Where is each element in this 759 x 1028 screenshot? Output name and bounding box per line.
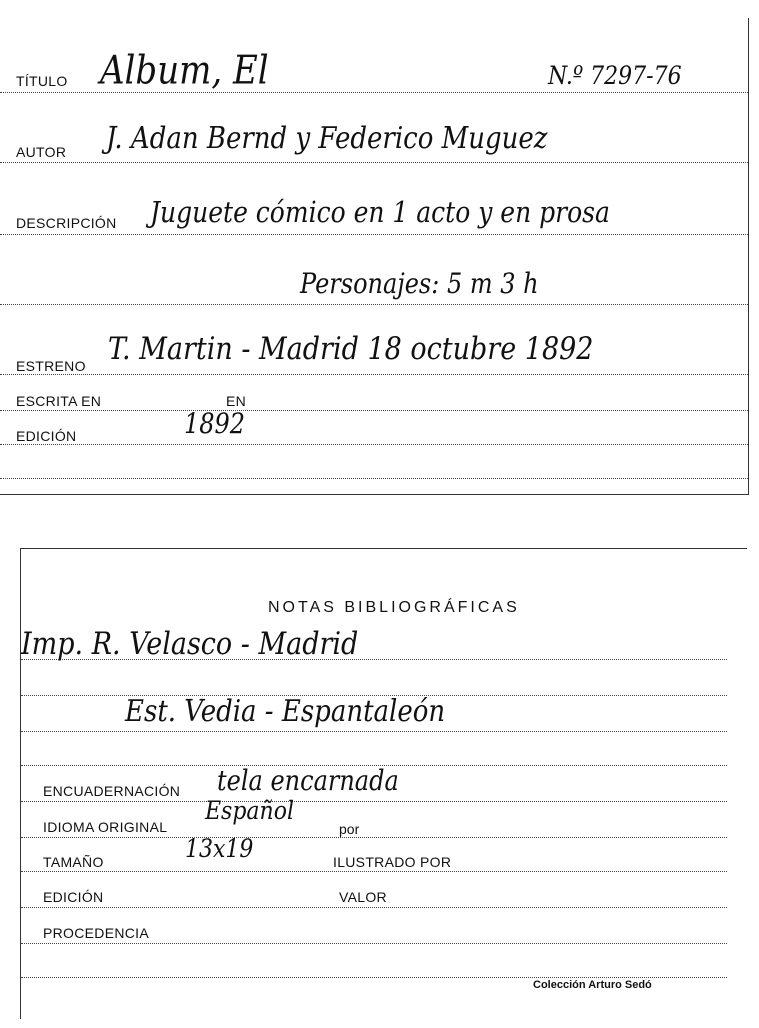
rule-line [0, 444, 748, 445]
value-titulo: Album, El [100, 48, 269, 94]
label-titulo: TÍTULO [16, 73, 68, 89]
catalog-card-bottom [20, 548, 747, 1019]
rule-line [21, 801, 727, 802]
catalog-card-top [0, 18, 749, 495]
value-autor: J. Adan Bernd y Federico Muguez [106, 121, 548, 156]
label-edicion: EDICIÓN [16, 428, 77, 444]
value-encuadernacion: tela encarnada [217, 764, 399, 797]
rule-line [21, 731, 727, 732]
label-encuadernacion: ENCUADERNACIÓN [43, 783, 181, 799]
label-edicion-2: EDICIÓN [43, 889, 104, 905]
value-personajes: Personajes: 5 m 3 h [300, 267, 539, 300]
label-descripcion: DESCRIPCIÓN [16, 215, 117, 231]
rule-line [21, 871, 727, 872]
label-valor: VALOR [339, 889, 387, 905]
label-por: por [339, 821, 360, 837]
note-line-2: Est. Vedia - Espantaleón [125, 694, 446, 729]
rule-line [0, 234, 748, 235]
label-idioma-original: IDIOMA ORIGINAL [43, 819, 168, 835]
value-descripcion: Juguete cómico en 1 acto y en prosa [150, 195, 610, 229]
value-edicion: 1892 [184, 407, 246, 440]
label-escrita-en: ESCRITA EN [16, 393, 102, 409]
value-tamano: 13x19 [185, 835, 254, 864]
rule-line [0, 410, 748, 411]
value-numero: N.º 7297-76 [548, 62, 682, 91]
note-line-1: Imp. R. Velasco - Madrid [21, 626, 359, 662]
footer-collection: Colección Arturo Sedó [533, 979, 652, 991]
label-procedencia: PROCEDENCIA [43, 925, 149, 941]
value-estreno: T. Martin - Madrid 18 octubre 1892 [108, 331, 594, 367]
rule-line [0, 304, 748, 305]
label-autor: AUTOR [16, 144, 67, 160]
rule-line [21, 837, 727, 838]
rule-line [0, 374, 748, 375]
label-ilustrado-por: ILUSTRADO POR [333, 854, 452, 870]
rule-line [0, 478, 748, 479]
rule-line [21, 977, 727, 978]
label-estreno: ESTRENO [16, 358, 86, 374]
notes-title: NOTAS BIBLIOGRÁFICAS [268, 599, 520, 616]
rule-line [21, 943, 727, 944]
rule-line [0, 162, 748, 163]
value-idioma-original: Español [205, 797, 294, 826]
rule-line [21, 907, 727, 908]
label-en: EN [226, 393, 247, 409]
label-tamano: TAMAÑO [43, 854, 104, 870]
